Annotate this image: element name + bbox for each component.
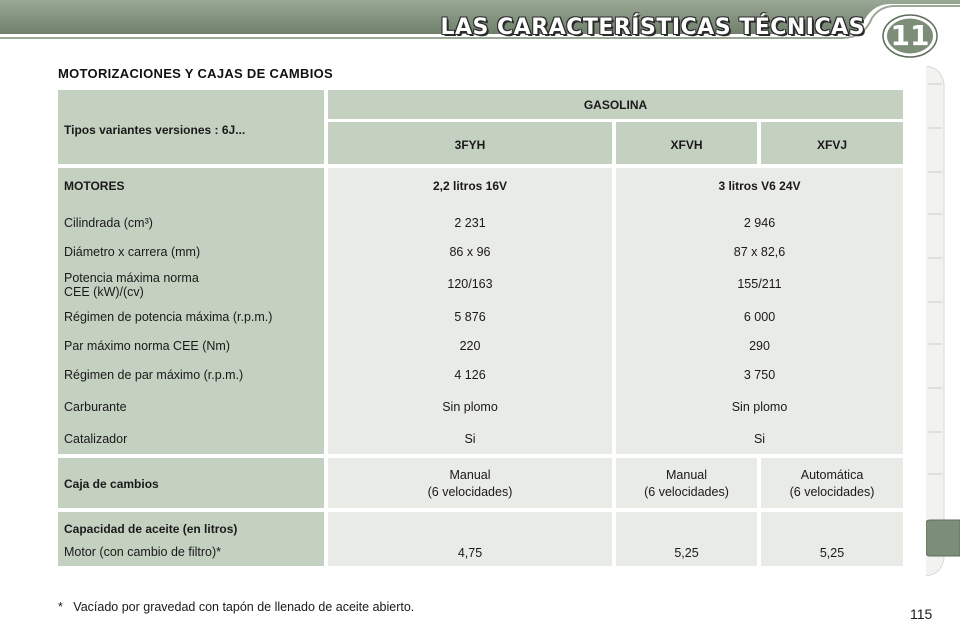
chapter-number: 11 (890, 19, 930, 52)
oil-value-3: 5,25 (819, 546, 845, 560)
row-value: 6 000 (743, 310, 776, 324)
row-label-regimen-par: Régimen de par máximo (r.p.m.) (64, 368, 244, 382)
variant-1: 3FYH (454, 138, 486, 152)
gearbox-cell-2 (616, 458, 757, 508)
row-value: 4 126 (454, 368, 486, 382)
gearbox-cell-3 (761, 458, 903, 508)
row-value: 155/211 (737, 277, 782, 291)
row-value: Si (464, 432, 476, 446)
row-label-potencia-line2: CEE (kW)/(cv) (64, 285, 144, 299)
oil-label: Motor (con cambio de filtro)* (64, 545, 222, 559)
row-label-carburante: Carburante (64, 400, 127, 414)
gearbox-value-2-line2: (6 velocidades) (644, 485, 729, 499)
row-value: 2 946 (743, 216, 776, 230)
page-title: LAS CARACTERÍSTICAS TÉCNICAS (440, 15, 865, 40)
row-label-regimen-potencia: Régimen de potencia máxima (r.p.m.) (64, 310, 273, 324)
row-label-par-maximo: Par máximo norma CEE (Nm) (64, 339, 230, 353)
gearbox-value-1-line1: Manual (449, 468, 491, 482)
row-value: 290 (749, 339, 770, 353)
section-title: MOTORIZACIONES Y CAJAS DE CAMBIOS (58, 66, 333, 81)
engine-1: 2,2 litros 16V (432, 179, 508, 193)
variant-3: XFVJ (816, 138, 847, 152)
gearbox-value-3-line2: (6 velocidades) (789, 485, 875, 499)
page-number: 115 (910, 606, 933, 622)
row-label-catalizador: Catalizador (64, 432, 128, 446)
oil-value-2: 5,25 (674, 546, 699, 560)
row-value: Sin plomo (442, 400, 498, 414)
row-value: Sin plomo (731, 400, 788, 414)
oil-title: Capacidad de aceite (en litros) (64, 522, 238, 536)
gearbox-value-3-line1: Automática (800, 468, 864, 482)
oil-value-1: 4,75 (457, 546, 483, 560)
row-value: 220 (459, 339, 481, 353)
row-value: 87 x 82,6 (733, 245, 786, 259)
gearbox-value-1-line2: (6 velocidades) (427, 485, 513, 499)
side-tabs-icon (926, 66, 960, 576)
row-value: 5 876 (454, 310, 486, 324)
variant-label: Tipos variantes versiones : 6J... (64, 123, 246, 137)
row-value: 86 x 96 (449, 245, 491, 259)
row-value: Si (753, 432, 766, 446)
variant-2: XFVH (670, 138, 703, 152)
row-value: 2 231 (454, 216, 486, 230)
row-label-cilindrada: Cilindrada (cm³) (64, 216, 153, 230)
motores-label: MOTORES (64, 179, 125, 193)
fuel-group-label: GASOLINA (583, 98, 648, 112)
gearbox-label: Caja de cambios (64, 477, 159, 491)
footnote: * Vacíado por gravedad con tapón de llenado de aceite abierto. (58, 600, 415, 614)
gearbox-cell-1 (328, 458, 612, 508)
row-value: 3 750 (743, 368, 776, 382)
engine-2: 3 litros V6 24V (718, 179, 801, 193)
gearbox-value-2-line1: Manual (666, 468, 707, 482)
row-label-potencia-line1: Potencia máxima norma (64, 271, 199, 285)
row-value: 120/163 (447, 277, 493, 291)
row-label-diametro: Diámetro x carrera (mm) (64, 245, 201, 259)
